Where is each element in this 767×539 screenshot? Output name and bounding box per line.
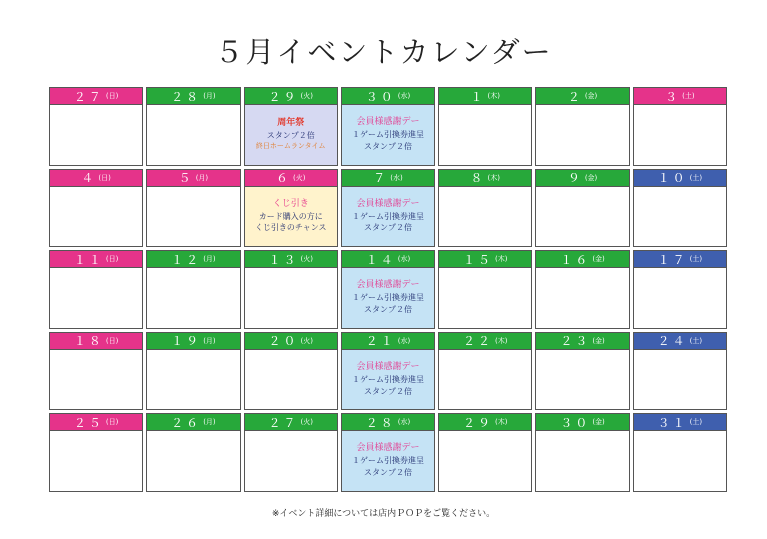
day-number: ２７	[268, 415, 299, 430]
calendar-day	[49, 87, 143, 166]
day-body	[342, 268, 434, 328]
page-title: ５月イベントカレンダー	[214, 35, 553, 69]
event-line: くじ引きのチャンス	[254, 223, 327, 233]
day-body	[50, 187, 142, 247]
day-number: １	[470, 89, 486, 104]
day-of-week: (金)	[584, 173, 598, 182]
day-body	[342, 350, 434, 410]
day-of-week: (日)	[105, 255, 119, 264]
event-line: 周年祭	[277, 117, 305, 128]
day-number: ３０	[365, 89, 396, 104]
calendar-day	[438, 413, 532, 492]
event-line: スタンプ２倍	[363, 468, 412, 478]
event-line: カード購入の方に	[258, 211, 323, 221]
day-header	[342, 333, 434, 350]
event-line: 会員様感謝デー	[356, 361, 420, 372]
day-header	[147, 251, 239, 268]
day-body	[342, 105, 434, 165]
calendar-day	[341, 413, 435, 492]
event-box	[245, 187, 337, 247]
calendar-day	[438, 250, 532, 329]
day-of-week: (木)	[495, 336, 508, 345]
event-line: スタンプ２倍	[363, 386, 412, 396]
event-line: １ゲーム引換券進呈	[351, 211, 424, 221]
day-body	[536, 187, 628, 247]
day-header	[147, 88, 239, 105]
calendar-day	[49, 413, 143, 492]
day-number: １９	[171, 334, 202, 349]
day-header	[439, 333, 531, 350]
calendar-day	[49, 169, 143, 248]
day-body	[634, 105, 726, 165]
day-body	[245, 350, 337, 410]
calendar-day	[633, 413, 727, 492]
day-of-week: (火)	[300, 92, 313, 100]
day-body	[342, 187, 434, 247]
day-header	[439, 88, 531, 105]
calendar-day	[146, 250, 240, 329]
event-line: スタンプ２倍	[363, 141, 412, 151]
day-number: １５	[463, 252, 494, 267]
day-body	[245, 105, 337, 165]
day-header	[634, 414, 726, 431]
calendar-day	[535, 413, 629, 492]
day-header	[50, 414, 142, 431]
day-of-week: (金)	[584, 92, 598, 100]
calendar-day	[535, 87, 629, 166]
calendar-day	[341, 332, 435, 411]
event-line: 終日ホームランタイム	[255, 142, 326, 151]
calendar-day	[438, 169, 532, 248]
day-header	[245, 333, 337, 350]
day-number: １１	[73, 252, 104, 267]
day-of-week: (月)	[203, 336, 216, 345]
calendar-day	[438, 87, 532, 166]
day-number: １３	[268, 252, 299, 267]
day-of-week: (金)	[592, 336, 605, 345]
day-body	[50, 350, 142, 410]
day-body	[245, 187, 337, 247]
day-body	[634, 350, 726, 410]
day-header	[634, 333, 726, 350]
event-line: １ゲーム引換券進呈	[351, 374, 424, 384]
day-of-week: (日)	[105, 336, 119, 345]
day-number: １４	[365, 252, 396, 267]
day-of-week: (金)	[592, 418, 605, 427]
day-number: ２０	[268, 334, 299, 349]
day-body	[147, 105, 239, 165]
day-number: ２１	[365, 334, 396, 349]
day-header	[536, 170, 628, 187]
day-body	[147, 268, 239, 328]
event-line: １ゲーム引換券進呈	[351, 456, 424, 466]
day-number: ３１	[657, 415, 688, 430]
day-body	[147, 187, 239, 247]
day-header	[245, 414, 337, 431]
day-body	[439, 105, 531, 165]
day-header	[342, 170, 434, 187]
calendar-day	[146, 169, 240, 248]
day-of-week: (木)	[487, 173, 501, 182]
day-of-week: (土)	[689, 418, 703, 427]
day-body	[439, 268, 531, 328]
day-body	[439, 187, 531, 247]
event-box	[342, 268, 434, 328]
day-number: ６	[275, 171, 291, 186]
day-body	[245, 268, 337, 328]
calendar-day	[146, 332, 240, 411]
day-header	[634, 251, 726, 268]
day-body	[50, 268, 142, 328]
event-line: スタンプ２倍	[363, 223, 412, 233]
day-number: ２６	[171, 415, 202, 430]
day-body	[634, 431, 726, 491]
calendar-day	[146, 413, 240, 492]
calendar-day	[49, 250, 143, 329]
event-line: くじ引き	[272, 198, 309, 209]
day-header	[245, 251, 337, 268]
day-number: ２８	[171, 89, 202, 104]
day-of-week: (水)	[397, 92, 411, 100]
day-of-week: (月)	[195, 173, 209, 182]
day-header	[634, 88, 726, 105]
day-of-week: (月)	[203, 418, 216, 427]
event-box	[245, 105, 337, 165]
event-box	[342, 431, 434, 491]
day-number: ２５	[73, 415, 104, 430]
day-number: ３	[665, 89, 681, 104]
calendar-day	[244, 169, 338, 248]
day-of-week: (火)	[300, 255, 313, 264]
day-number: ５	[178, 171, 194, 186]
day-body	[634, 268, 726, 328]
day-number: ２２	[463, 334, 494, 349]
day-header	[50, 88, 142, 105]
day-header	[439, 251, 531, 268]
day-body	[439, 350, 531, 410]
event-line: スタンプ２倍	[363, 304, 412, 314]
calendar-day	[535, 332, 629, 411]
day-of-week: (土)	[689, 336, 703, 345]
day-number: ２	[567, 89, 583, 104]
day-of-week: (火)	[300, 336, 313, 345]
calendar-day	[49, 332, 143, 411]
calendar-day	[341, 250, 435, 329]
calendar-day	[438, 332, 532, 411]
day-header	[245, 88, 337, 105]
day-number: ８	[470, 171, 486, 186]
calendar-day	[633, 332, 727, 411]
day-header	[536, 333, 628, 350]
day-header	[147, 170, 239, 187]
event-line: 会員様感謝デー	[356, 117, 420, 128]
day-header	[439, 170, 531, 187]
calendar-day	[535, 169, 629, 248]
day-of-week: (土)	[689, 255, 703, 264]
event-box	[342, 187, 434, 247]
calendar-day	[341, 87, 435, 166]
day-body	[147, 431, 239, 491]
day-body	[245, 431, 337, 491]
day-of-week: (木)	[495, 255, 508, 264]
day-body	[50, 105, 142, 165]
calendar-day	[535, 250, 629, 329]
day-number: ３０	[560, 415, 591, 430]
day-of-week: (土)	[682, 92, 695, 100]
day-header	[245, 170, 337, 187]
event-box	[342, 105, 434, 165]
day-of-week: (月)	[203, 255, 216, 264]
day-number: ２９	[463, 415, 494, 430]
day-header	[342, 414, 434, 431]
day-number: １６	[560, 252, 591, 267]
day-number: ２４	[657, 334, 688, 349]
day-header	[50, 170, 142, 187]
day-body	[439, 431, 531, 491]
calendar-day	[633, 250, 727, 329]
day-body	[342, 431, 434, 491]
event-line: 会員様感謝デー	[356, 198, 420, 209]
day-of-week: (火)	[300, 418, 313, 427]
event-line: 会員様感謝デー	[356, 280, 420, 291]
day-header	[342, 251, 434, 268]
day-of-week: (水)	[397, 418, 411, 427]
day-body	[536, 105, 628, 165]
day-header	[536, 251, 628, 268]
day-header	[50, 333, 142, 350]
event-box	[342, 350, 434, 410]
day-header	[342, 88, 434, 105]
day-number: ７	[373, 171, 389, 186]
calendar-day	[633, 169, 727, 248]
calendar-day	[341, 169, 435, 248]
day-number: １０	[657, 171, 688, 186]
day-of-week: (水)	[390, 173, 403, 182]
event-line: １ゲーム引換券進呈	[351, 293, 424, 303]
day-header	[50, 251, 142, 268]
day-number: ２３	[560, 334, 591, 349]
footer-note: ※イベント詳細については店内ＰＯＰをご覧ください。	[271, 509, 496, 519]
day-of-week: (金)	[592, 255, 605, 264]
day-number: ９	[567, 171, 583, 186]
day-header	[147, 414, 239, 431]
day-number: ２７	[73, 89, 104, 104]
day-of-week: (日)	[98, 173, 111, 182]
day-header	[439, 414, 531, 431]
day-of-week: (水)	[397, 255, 411, 264]
calendar-day	[633, 87, 727, 166]
day-number: ４	[81, 171, 97, 186]
day-of-week: (日)	[105, 92, 119, 100]
day-of-week: (木)	[487, 92, 501, 100]
day-number: １７	[657, 252, 688, 267]
day-body	[536, 431, 628, 491]
day-of-week: (木)	[495, 418, 508, 427]
day-of-week: (火)	[292, 173, 306, 182]
day-of-week: (土)	[689, 173, 703, 182]
event-line: 会員様感謝デー	[356, 443, 420, 454]
day-body	[634, 187, 726, 247]
calendar-day	[244, 413, 338, 492]
day-header	[634, 170, 726, 187]
day-body	[50, 431, 142, 491]
day-of-week: (水)	[397, 336, 411, 345]
day-number: １２	[171, 252, 202, 267]
calendar-grid	[49, 87, 727, 492]
day-header	[536, 88, 628, 105]
day-number: ２８	[365, 415, 396, 430]
calendar-day	[146, 87, 240, 166]
day-number: １８	[73, 334, 104, 349]
day-body	[147, 350, 239, 410]
day-header	[536, 414, 628, 431]
calendar-day	[244, 87, 338, 166]
day-header	[147, 333, 239, 350]
calendar-day	[244, 332, 338, 411]
day-body	[536, 268, 628, 328]
event-line: １ゲーム引換券進呈	[351, 129, 424, 139]
day-number: ２９	[268, 89, 299, 104]
day-body	[536, 350, 628, 410]
calendar-day	[244, 250, 338, 329]
event-line: スタンプ２倍	[266, 130, 315, 140]
day-of-week: (日)	[105, 418, 119, 427]
day-of-week: (月)	[203, 92, 216, 100]
